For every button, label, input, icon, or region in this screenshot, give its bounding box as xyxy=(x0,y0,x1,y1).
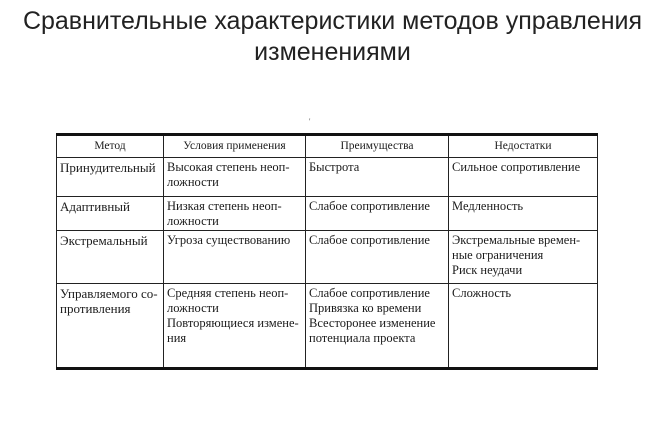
cell-text: противления xyxy=(60,301,131,316)
cell-text: Адаптивный xyxy=(60,199,130,214)
cell-text: Медленность xyxy=(452,199,524,213)
cell-text: Экстремальные времен- xyxy=(452,233,581,247)
cell-conditions xyxy=(164,197,306,231)
cell-method xyxy=(57,197,164,231)
cell-disadvantages xyxy=(449,231,598,284)
cell-disadvantages xyxy=(449,284,598,369)
table-row xyxy=(57,231,598,284)
cell-method xyxy=(57,231,164,284)
header-conditions: Условия применения xyxy=(164,135,306,158)
cell-text: потенциала проекта xyxy=(309,331,416,345)
header-disadvantages: Недостатки xyxy=(449,135,598,158)
page-title xyxy=(0,6,665,68)
table-header-row xyxy=(57,135,598,158)
cell-conditions xyxy=(164,231,306,284)
title-line-2: изменениями xyxy=(254,38,411,66)
cell-text: ложности xyxy=(167,301,219,315)
cell-text: ния xyxy=(167,331,187,345)
cell-method xyxy=(57,158,164,197)
cell-text: Принудительный xyxy=(60,160,156,175)
cell-disadvantages xyxy=(449,197,598,231)
cell-text: Средняя степень неоп- xyxy=(167,286,289,300)
cell-advantages xyxy=(306,158,449,197)
cell-text: Сильное сопротивление xyxy=(452,160,581,174)
cell-text: Высокая степень неоп- xyxy=(167,160,290,174)
cell-text: Быстрота xyxy=(309,160,360,174)
table-row xyxy=(57,197,598,231)
cell-text: ложности xyxy=(167,175,219,189)
cell-text: Слабое сопротивление xyxy=(309,199,430,213)
cell-text: Риск неудачи xyxy=(452,263,523,277)
cell-advantages xyxy=(306,284,449,369)
scan-speck: ' xyxy=(309,117,311,126)
table-row xyxy=(57,284,598,369)
cell-text: Повторяющиеся измене- xyxy=(167,316,299,330)
cell-advantages xyxy=(306,231,449,284)
cell-conditions xyxy=(164,284,306,369)
cell-text: Низкая степень неоп- xyxy=(167,199,282,213)
cell-text: Привязка ко времени xyxy=(309,301,422,315)
cell-text: Сложность xyxy=(452,286,512,300)
cell-text: Слабое сопротивление xyxy=(309,286,430,300)
cell-text: Угроза существованию xyxy=(167,233,291,247)
cell-conditions xyxy=(164,158,306,197)
cell-disadvantages xyxy=(449,158,598,197)
cell-text: Экстремальный xyxy=(60,233,148,248)
header-advantages: Преимущества xyxy=(306,135,449,158)
header-method: Метод xyxy=(57,135,164,158)
comparison-table xyxy=(56,133,598,370)
cell-method xyxy=(57,284,164,369)
cell-text: Управляемого со- xyxy=(60,286,158,301)
comparison-table-container xyxy=(56,133,597,386)
cell-text: ные ограничения xyxy=(452,248,544,262)
cell-text: Всесторонее изменение xyxy=(309,316,436,330)
title-line-1: Сравнительные характеристики методов управления xyxy=(22,7,643,35)
table-row xyxy=(57,158,598,197)
cell-text: Слабое сопротивление xyxy=(309,233,430,247)
cell-advantages xyxy=(306,197,449,231)
cell-text: ложности xyxy=(167,214,219,228)
